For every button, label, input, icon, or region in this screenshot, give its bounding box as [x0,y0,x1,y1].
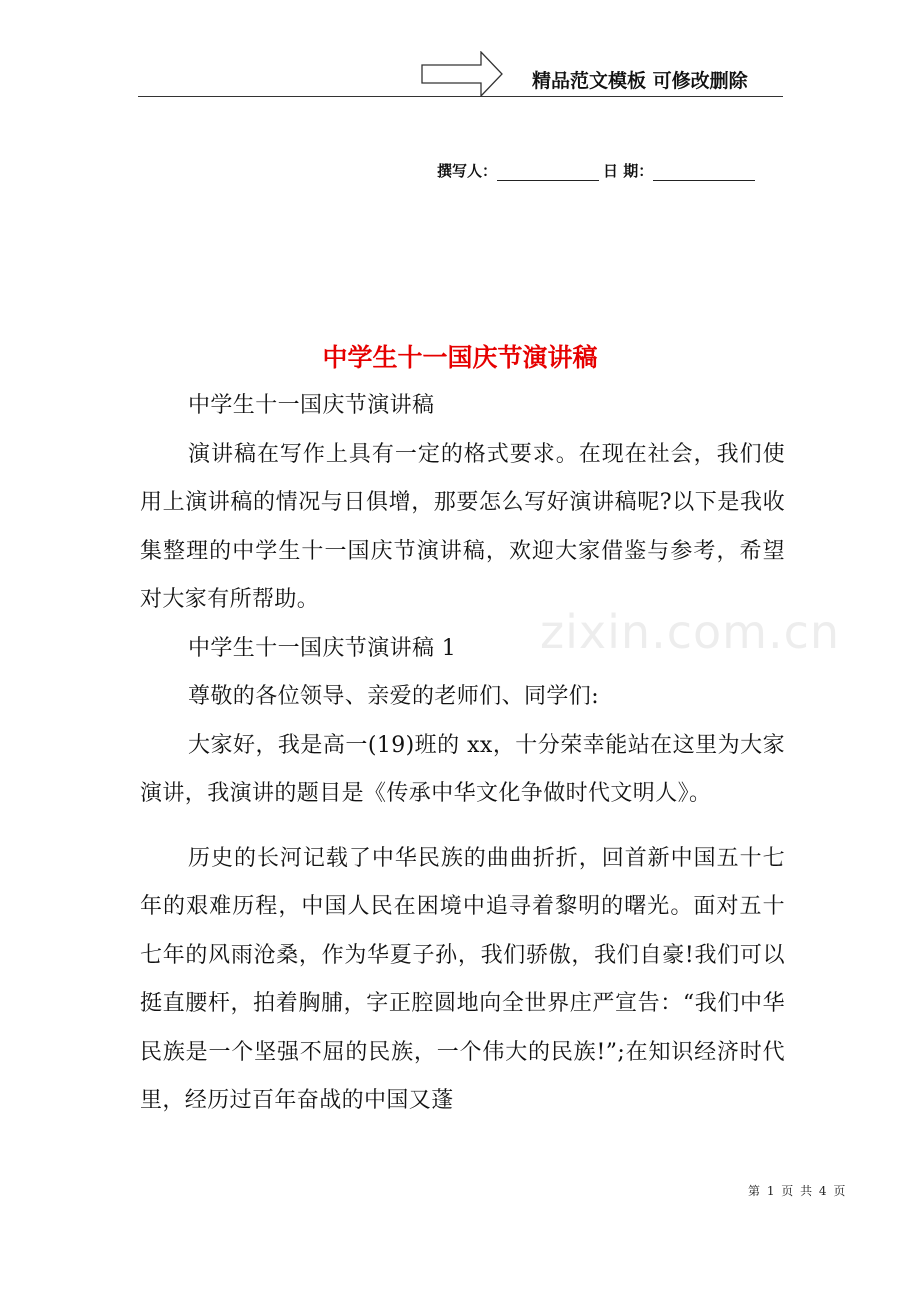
paragraph-section-heading: 中学生十一国庆节演讲稿 1 [188,635,457,661]
author-date-line [437,160,755,181]
document-body [140,382,785,1126]
paragraph-intro: 演讲稿在写作上具有一定的格式要求。在现在社会，我们使用上演讲稿的情况与日俱增，那要怎么写好演讲稿呢?以下是我收集整理的中学生十一国庆节演讲稿，欢迎大家借鉴与参考，希望对大家有所帮助。 [140,441,785,612]
page-number-footer: 第 1 页 共 4 页 [748,1184,846,1198]
paragraph-history: 历史的长河记载了中华民族的曲曲折折，回首新中国五十七年的艰难历程，中国人民在困境中追寻着黎明的曙光。面对五十七年的风雨沧桑，作为华夏子孙，我们骄傲，我们自豪!我们可以挺直腰杆，拍着胸脯，字正腔圆地向全世界庄严宣告：“我们中华民族是一个坚强不屈的民族，一个伟大的民族!”;在知识经济时代里，经历过百年奋战的中国又蓬 [140,845,785,1113]
date-blank-field[interactable] [653,160,755,181]
header-banner-text: 精品范文模板 可修改删除 [532,70,748,92]
right-arrow-outline-icon [421,51,503,97]
header-divider [138,96,783,97]
watermark: zixin.com.cn [540,605,841,659]
paragraph-subtitle: 中学生十一国庆节演讲稿 [188,393,435,418]
paragraph-salutation: 尊敬的各位领导、亲爱的老师们、同学们: [188,684,600,709]
author-blank-field[interactable] [497,160,599,181]
author-label: 撰写人： [437,162,498,180]
paragraph-greeting: 大家好，我是高一(19)班的 xx，十分荣幸能站在这里为大家演讲，我演讲的题目是《传承中华文化争做时代文明人》。 [140,732,785,806]
document-title: 中学生十一国庆节演讲稿 [322,343,598,372]
date-label: 日 期： [603,162,654,180]
